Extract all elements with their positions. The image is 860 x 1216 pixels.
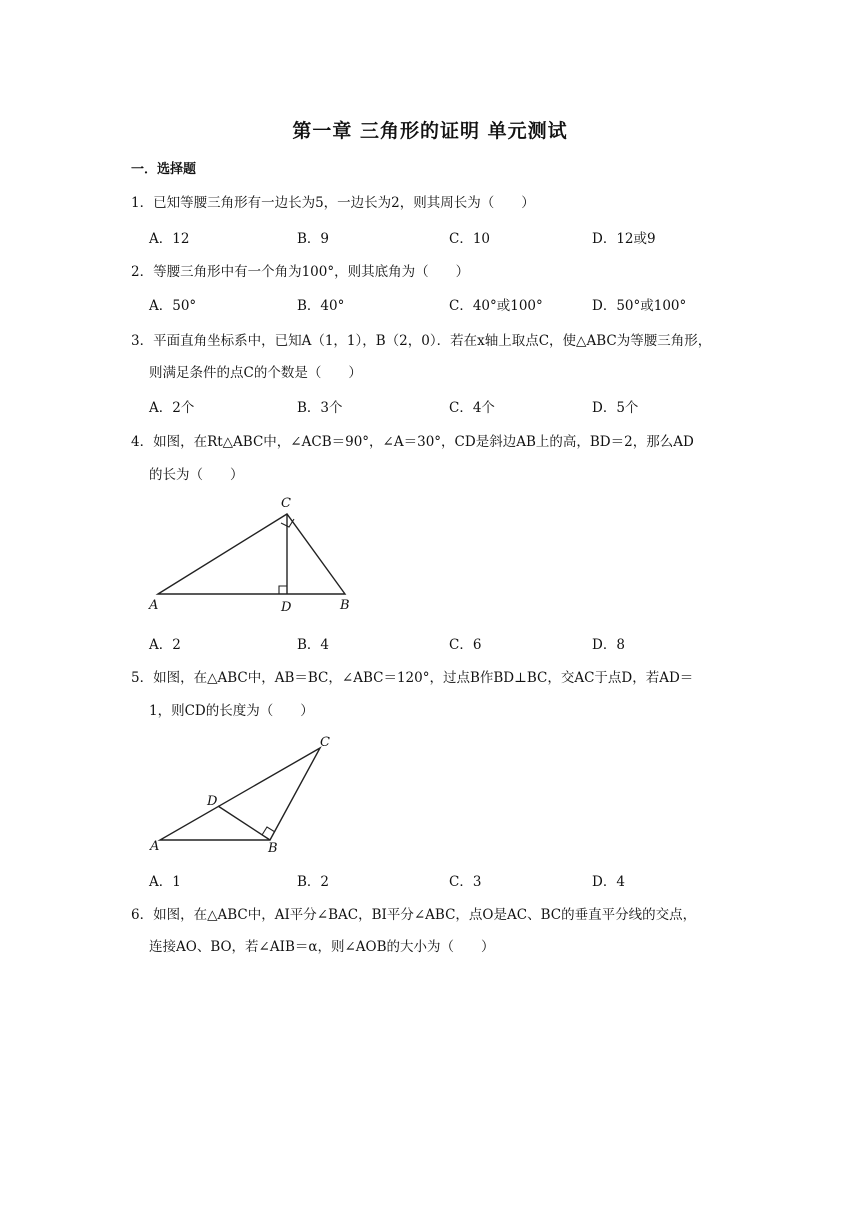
q4-option-c: C．6 (449, 637, 482, 653)
q3-option-c: C．4个 (449, 400, 495, 416)
q4-option-d: D．8 (592, 637, 625, 653)
q5-label-c: C (320, 735, 330, 750)
q5-option-a: A．1 (149, 874, 181, 890)
q5-triangle-figure (140, 728, 350, 858)
q5-option-d: D．4 (592, 874, 625, 890)
q4-triangle-abc (158, 514, 345, 594)
question-5-text-line1: 5．如图，在△ABC中，AB＝BC，∠ABC＝120°，过点B作BD⊥BC，交AC于点D，若AD＝ (131, 670, 694, 686)
q4-label-d: D (281, 600, 292, 615)
q4-option-a: A．2 (149, 637, 181, 653)
q5-label-a: A (150, 839, 160, 854)
q5-option-c: C．3 (449, 874, 482, 890)
q4-label-b: B (340, 598, 350, 613)
section-heading: 一．选择题 (131, 162, 197, 177)
q3-option-d: D．5个 (592, 400, 639, 416)
question-6-text-line1: 6．如图，在△ABC中，AI平分∠BAC，BI平分∠ABC，点O是AC、BC的垂直平分线的交点， (131, 907, 697, 923)
q5-triangle-abc (160, 748, 320, 840)
question-3-text-line2: 则满足条件的点C的个数是（ ） (149, 365, 362, 381)
question-3-text-line1: 3．平面直角坐标系中，已知A（1，1），B（2，0）．若在x轴上取点C，使△ABC为等腰三角形， (131, 333, 712, 349)
q2-option-c: C．40°或100° (449, 298, 543, 314)
question-6-text-line2: 连接AO、BO，若∠AIB＝α，则∠AOB的大小为（ ） (149, 939, 495, 955)
q2-option-a: A．50° (149, 298, 197, 314)
q4-triangle-figure (140, 490, 370, 620)
q1-option-c: C．10 (449, 231, 491, 247)
q1-option-a: A．12 (149, 231, 190, 247)
q3-option-a: A．2个 (149, 400, 195, 416)
question-1-text: 1．已知等腰三角形有一边长为5，一边长为2，则其周长为（ ） (131, 195, 535, 211)
q5-option-b: B．2 (297, 874, 330, 890)
question-4-text-line2: 的长为（ ） (149, 467, 244, 483)
q4-label-c: C (281, 496, 291, 511)
q4-option-b: B．4 (297, 637, 330, 653)
question-4-text-line1: 4．如图，在Rt△ABC中，∠ACB＝90°，∠A＝30°，CD是斜边AB上的高，BD＝2，那么AD (131, 434, 694, 450)
q1-option-d: D．12或9 (592, 231, 656, 247)
q4-right-angle-mark-d (279, 586, 287, 594)
q5-label-b: B (268, 841, 278, 856)
q1-option-b: B．9 (297, 231, 330, 247)
page-title: 第一章 三角形的证明 单元测试 (292, 120, 568, 142)
q4-label-a: A (149, 598, 159, 613)
q2-option-b: B．40° (297, 298, 345, 314)
question-5-text-line2: 1，则CD的长度为（ ） (149, 703, 314, 719)
question-2-text: 2．等腰三角形中有一个角为100°，则其底角为（ ） (131, 264, 470, 280)
q3-option-b: B．3个 (297, 400, 343, 416)
q2-option-d: D．50°或100° (592, 298, 687, 314)
q5-label-d: D (207, 794, 218, 809)
